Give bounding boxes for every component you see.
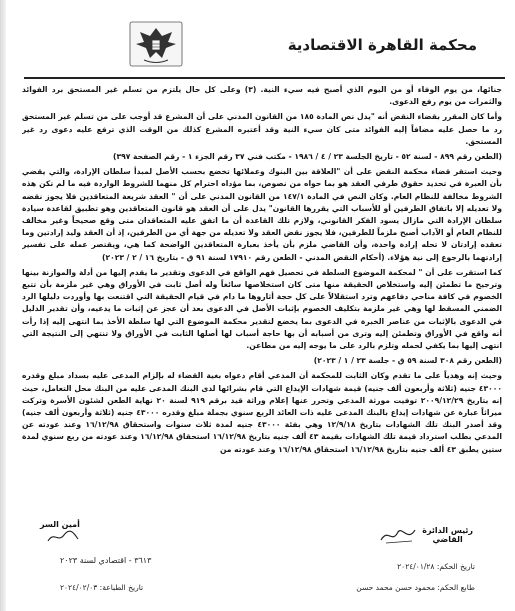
court-name: محكمة القاهرة الاقتصادية [287,36,477,54]
print-date: تاريخ الطباعة: ٢٠٢٤/٠٢/٠٣ [60,583,144,592]
paragraph: وحيث استقر قضاء محكمة النقض على أن "العلاقة بين البنوك وعملائها تخضع بحسب الأصل لمبدأ سلطان الإرادة، والتي يقضي بأن العبرة في تحديد حقوق طرفي العقد هو بما حواه من نصوص، بما مؤداه احترام كل منهما للشروط الواردة فيه ما لم تكن هذه الشروط مخالفة للنظام العام. وكان النص في المادة ١٤٧/١ من القانون المدني على أن " العقد شريعة المتعاقدين فلا يجوز نقضه ولا تعديله إلا باتفاق الطرفين أو للأسباب التي يقررها القانون" يدل على أن العقد هو قانون المتعاقدين وهو تطبيق لقاعدة سيادة سلطان الإرادة التي مازال يسود الفكر القانوني، ولازم تلك القاعدة أن ما اتفق عليه المتعاقدان متى وقع صحيحاً وغير مخالف للنظام العام أو الآداب أصبح ملزماً للطرفين، فلا يجوز نقض العقد ولا تعديله من جهة أي من الطرفين، إذ أن العقد وليد إرادتين وما تعقده إرادتان لا تحله إرادة واحدة، وأن القاضي ملزم بأن يأخذ بعبارة المتعاقدين الواضحة كما هي، ويقتصر عمله على تفسير إرادتهما بالرجوع إلى نية هؤلاء. (أحكام النقض المدني - الطعن رقم ١٧٩١٠ لسنة ٩١ ق - بتاريخ ١٦ / ٢ / ٢٠٢٣) [22,167,502,262]
header-rule [24,77,505,79]
printed-by: طابع الحكم: محمود حسن محمد حسن [356,583,475,592]
paragraph: كما استقرت على أن " لمحكمة الموضوع السلطة في تحصيل فهم الواقع في الدعوى وتقدير ما يقدم إليها من أدلة والموازنة بينها وترجيح ما تطمئن إليه واستخلاص الحقيقة منها متى كان استخلاصها سائغاً وله أصل ثابت في الأوراق وهي غير ملزمة بأن تتبع الخصوم في كافة مناحي دفاعهم وترد استقلالاً على كل حجة أثاروها ما دام في قيام الحقيقة التي اقتنعت بها وأوردت دليلها الرد الضمني المسقط لها وهي غير ملزمة بتكليف الخصوم بإثبات الأصل في الدعوى بعد أن عجز عن إثبات ما يدعيه، وأن تقدير الدليل في الدعوى بالإثبات من عناصر الخبرة في الدعوى بما يخضع لتقدير محكمة الموضوع التي لها سلطة الأخذ بما انتهى إليه إذا رأت أنه واقع في الأوراق وتطمئن إليه وترى من أسبابه أن بها حاجة أسباب لها أصلها الثابت في الأوراق ولا تنتهي إلى النتيجة التي انتهى إليها بما يكفي لحمله وتلزم بالرد على ما يوجه إليه من مطاعن. [22,267,502,351]
document-header [10,16,505,78]
judge-signature-icon [378,524,418,546]
citation: (الطعن رقم ٣٠٨ لسنة ٥٩ ق - جلسة ٢٣ / ١ / ٢٠٢٣) [313,356,502,366]
judge-signature-block [378,524,473,546]
secretary-label: أمين السر [40,520,80,529]
secretary-signature-icon [46,529,80,545]
document-footer [145,560,475,573]
egypt-eagle-emblem-icon [128,18,184,70]
paragraph: وحيث إنه وهدياً على ما تقدم وكان الثابت للمحكمة أن المدعي أقام دعواه بغية القضاء له بإلزام المدعى عليه بسداد مبلغ وقدره ٤٣٠٠٠ جنيه (ثلاثة وأربعون ألف جنيه) قيمة شهادات الإيداع التي قام بشرائها لدى البنك المدعى عليه من البنك محل التعامل، حيث إنه بتاريخ ٢٠٠٩/١٢/٢٩ توفيت مورثة المدعي وتحرر عنها إعلام وراثة قيد برقم ٩١٩ لسنة ٢٠ نهاية الطعن لشئون الأسرة وتركت ميراثاً عبارة عن شهادات إيداع بالبنك المدعى عليه ذات العائد الربع سنوي بجملة مبلغ وقدره ٤٣٠٠٠ جنيه (ثلاثة وأربعون ألف جنيه) وقد أصدر البنك تلك الشهادات بتاريخ ١٢/٩/١٨ وهي بفئة ٤٣٠٠٠ جنيه لمدة ثلاث سنوات واستحقاق ١٦/١٢/٩٨ وعند عودته عن المدعي بطلب استرداد قيمة تلك الشهادات بقيمة ٤٣ ألف جنيه بتاريخ ١٦/١٢/٩٨ استحقاق ١٦/١٢/٩٨ وعند عودته من ربع سنوي لمدة ستين يطبق ٤٣ ألف جنيه بتاريخ ١٦/١٢/٩٨ استحقاق ١٦/١٢/٩٨ وعند عودته من [22,371,502,454]
secretary-signature-block [40,520,80,545]
paragraph: وأما كان المقرر بقضاء النقض أنه "يدل نص المادة ١٨٥ من القانون المدني على أن المشرع قد أوجب على من تسلم غير المستحق رد ما حصل عليه مضافاً إليه الفوائد متى كان سيء النية وقد أعتبره المشرع كذلك من الوقت الذي ترفع عليه دعوى رد غير المستحق. [22,112,502,146]
citation: (الطعن رقم ٨٩٩ - لسنة ٥٢ - تاريخ الجلسة ٢٣ / ٤ / ١٩٨٦ - مكتب فني ٣٧ رقم الجزء ١ - رقم الصفحة ٣٩٧) [112,152,502,162]
paragraph: جنائها، من يوم الوفاء أو من اليوم الذي أصبح فيه سيء النية. (٣) وعلى كل حال يلتزم من تسلم غير المستحق برد الفوائد والثمرات من يوم رفع الدعوى. [22,85,502,107]
case-number: ٣٦١٣ - اقتصادي لسنة ٢٠٢٣ [60,556,152,565]
judgment-date: تاريخ الحكم: ٢٠٢٤/٠١/٢٨ [397,562,475,571]
document-body [22,84,502,514]
judge-label: رئيس الدائرة القاضي [422,526,473,544]
